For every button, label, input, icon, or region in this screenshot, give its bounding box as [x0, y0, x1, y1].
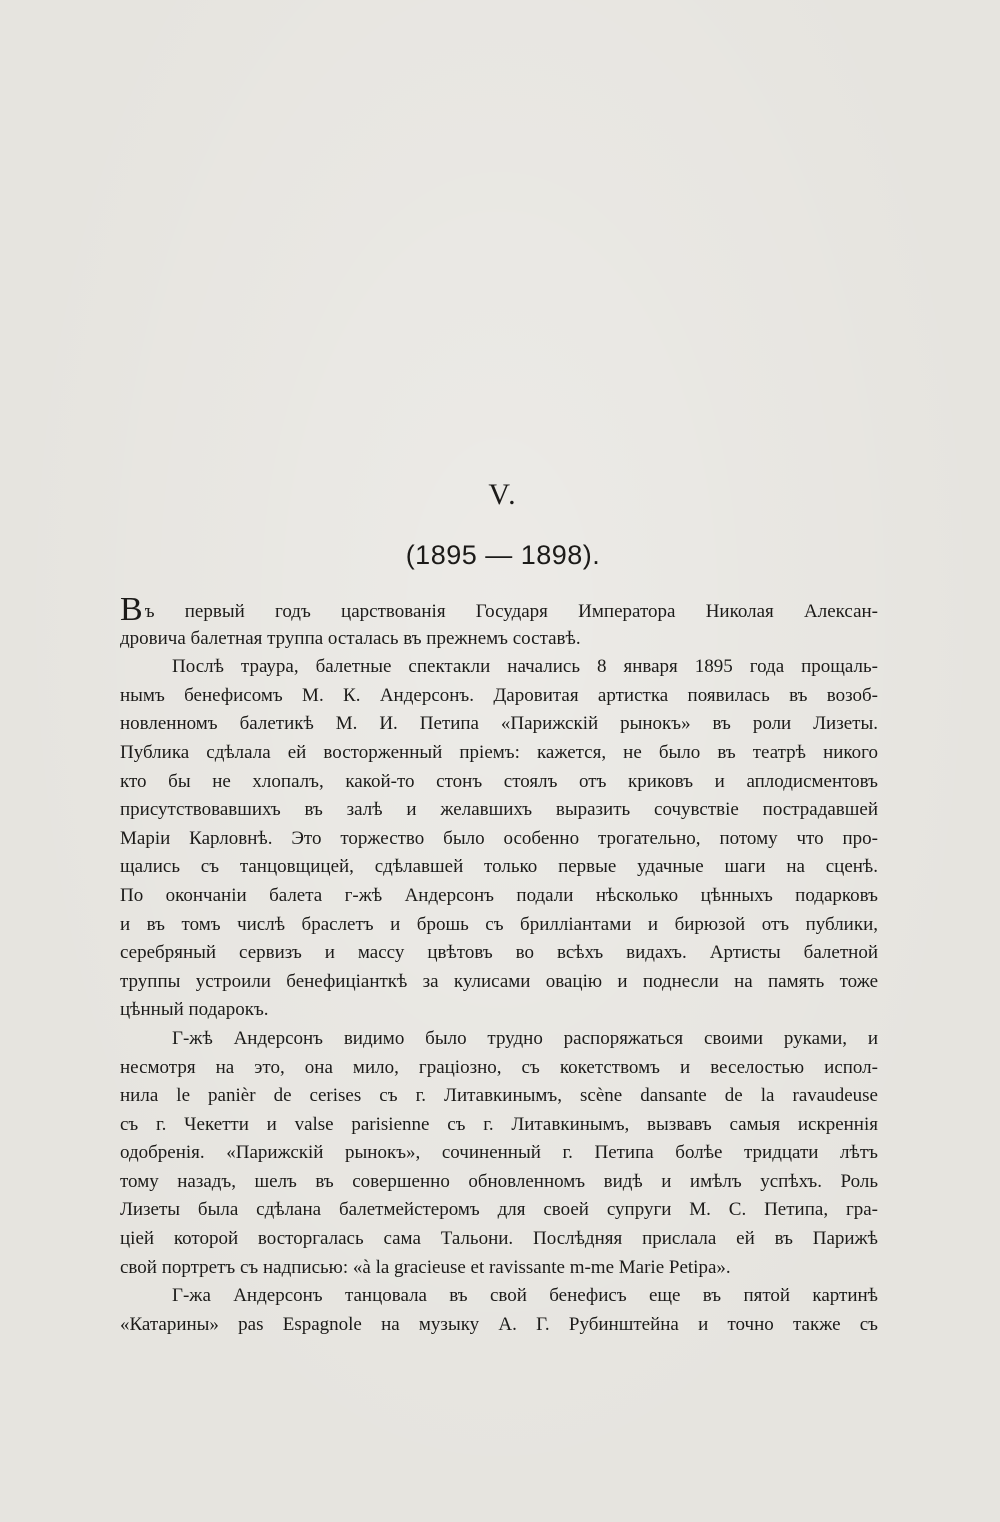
body-text — [120, 596, 878, 1339]
text-line: «Катарины» pas Espagnole на музыку А. Г. Рубинштейна и точно также съ — [120, 1313, 878, 1335]
text-line: съ г. Чекетти и valse parisienne съ г. Литавкинымъ, вызвавъ самыя искреннія — [120, 1113, 878, 1135]
text-line: щались съ танцовщицей, сдѣлавшей только первые удачные шаги на сценѣ. — [120, 856, 878, 878]
text-line: кто бы не хлопалъ, какой-то стонъ стоялъ отъ криковъ и аплодисментовъ — [120, 770, 878, 792]
drop-cap: В — [120, 596, 143, 625]
text-line-content: ъ первый годъ царствованія Государя Императора Николая Алексан- — [144, 601, 878, 622]
text-line: присутствовавшихъ въ залѣ и желавшихъ выразить сочувствіе пострадавшей — [120, 799, 878, 821]
text-line: и въ томъ числѣ браслетъ и брошь съ брилліантами и бирюзой отъ публики, — [120, 913, 878, 935]
text-line: свой портретъ съ надписью: «à la gracieuse et ravissante m-me Marie Petipa». — [120, 1256, 731, 1278]
text-line: нымъ бенефисомъ М. К. Андерсонъ. Даровитая артистка появилась въ возоб- — [120, 684, 878, 706]
text-line — [120, 596, 878, 625]
chapter-years: (1895 — 1898). — [405, 540, 601, 570]
text-line: Лизеты была сдѣлана балетмейстеромъ для своей супруги М. С. Петипа, гра- — [120, 1199, 878, 1221]
text-line: труппы устроили бенефиціанткѣ за кулисами овацію и поднесли на память тоже — [120, 970, 878, 992]
text-line: новленномъ балетикѣ М. И. Петипа «Парижскій рынокъ» въ роли Лизеты. — [120, 713, 878, 735]
text-line: тому назадъ, шелъ въ совершенно обновленномъ видѣ и имѣлъ успѣхъ. Роль — [120, 1170, 878, 1192]
text-line: Г-жа Андерсонъ танцовала въ свой бенефисъ еще въ пятой картинѣ — [172, 1285, 878, 1307]
chapter-number: V. — [488, 478, 518, 511]
text-line: Послѣ траура, балетные спектакли начались 8 января 1895 года прощаль- — [172, 656, 878, 678]
text-line: нила le panièr de cerises съ г. Литавкинымъ, scène dansante de la ravaudeuse — [120, 1085, 878, 1107]
text-line: Г-жѣ Андерсонъ видимо было трудно распоряжаться своими руками, и — [172, 1027, 878, 1049]
text-line: По окончаніи балета г-жѣ Андерсонъ подали нѣсколько цѣнныхъ подарковъ — [120, 884, 878, 906]
text-line: несмотря на это, она мило, граціозно, съ кокетствомъ и веселостью испол- — [120, 1056, 878, 1078]
text-line: ціей которой восторгалась сама Тальони. Послѣдняя прислала ей въ Парижѣ — [120, 1228, 878, 1250]
text-line: одобренія. «Парижскій рынокъ», сочиненный г. Петипа болѣе тридцати лѣтъ — [120, 1142, 878, 1164]
text-line: дровича балетная труппа осталась въ прежнемъ составѣ. — [120, 627, 581, 649]
text-line: серебряный сервизъ и массу цвѣтовъ во всѣхъ видахъ. Артисты балетной — [120, 942, 878, 964]
text-line: Публика сдѣлала ей восторженный пріемъ: кажется, не было въ театрѣ никого — [120, 741, 878, 763]
text-line: Маріи Карловнѣ. Это торжество было особенно трогательно, потому что про- — [120, 827, 878, 849]
text-line: цѣнный подарокъ. — [120, 999, 269, 1021]
